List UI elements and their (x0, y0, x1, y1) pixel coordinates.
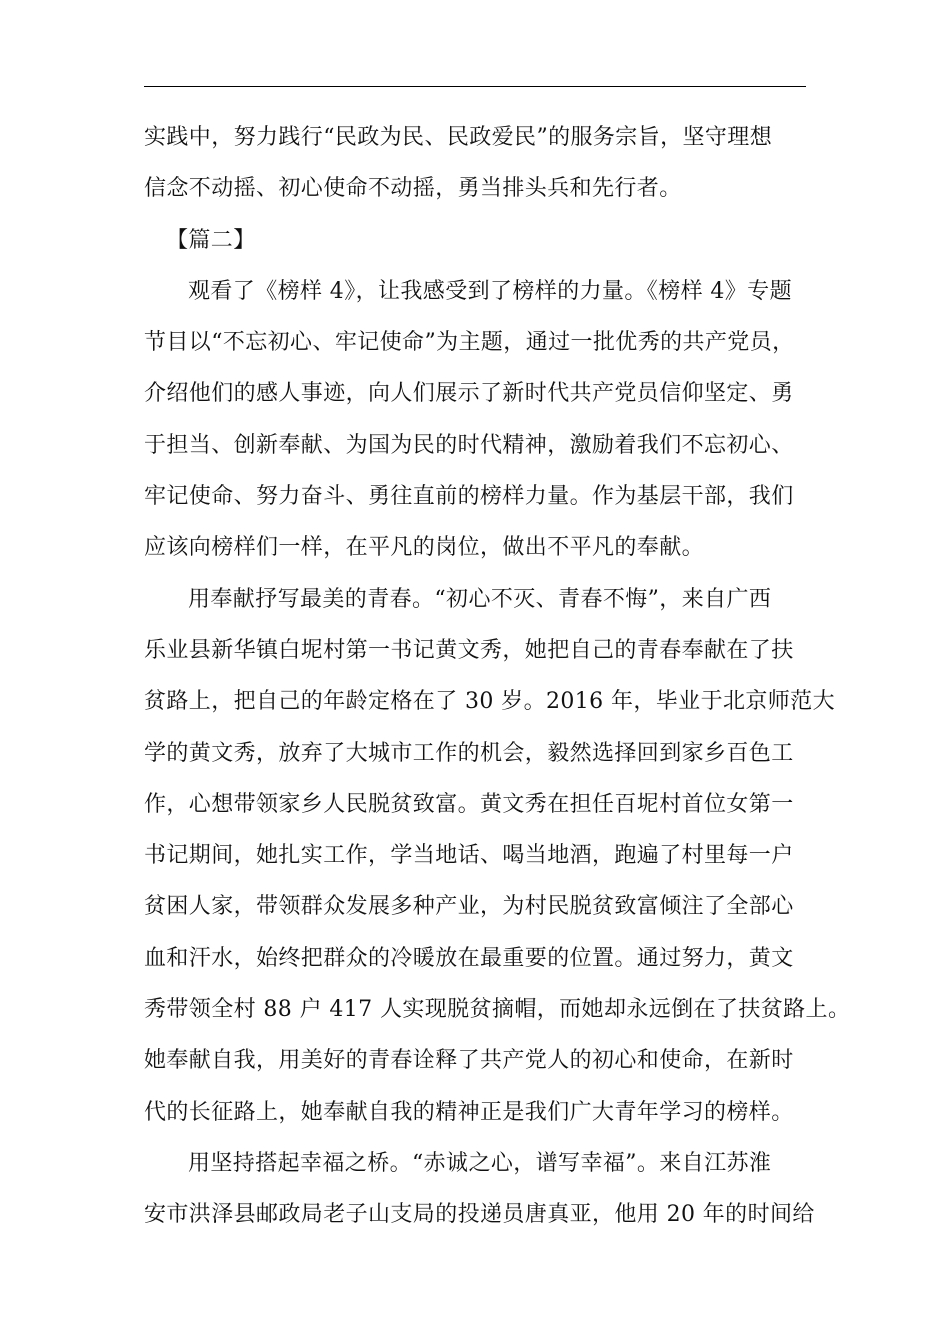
text-line: 牢记使命、努力奋斗、勇往直前的榜样力量。作为基层干部，我们 (144, 484, 794, 510)
text-line: 信念不动摇、初心使命不动摇，勇当排头兵和先行者。 (144, 176, 682, 202)
paragraph-first-line: 观看了《榜样 4》，让我感受到了榜样的力量。《榜样 4》专题 (188, 278, 792, 304)
text-line: 乐业县新华镇白坭村第一书记黄文秀，她把自己的青春奉献在了扶 (144, 637, 794, 663)
paragraph-first-line: 用坚持搭起幸福之桥。“赤诚之心，谱写幸福”。来自江苏淮 (188, 1150, 772, 1176)
paragraph-first-line: 用奉献抒写最美的青春。“初心不灭、青春不悔”，来自广西 (188, 586, 772, 612)
text-line: 作，心想带领家乡人民脱贫致富。黄文秀在担任百坭村首位女第一 (144, 791, 794, 817)
text-line: 她奉献自我，用美好的青春诠释了共产党人的初心和使命，在新时 (144, 1048, 794, 1074)
text-line: 书记期间，她扎实工作，学当地话、喝当地酒，跑遍了村里每一户 (144, 843, 794, 869)
text-line: 秀带领全村 88 户 417 人实现脱贫摘帽，而她却永远倒在了扶贫路上。 (144, 997, 851, 1023)
header-rule (144, 86, 806, 87)
text-line: 贫路上，把自己的年龄定格在了 30 岁。2016 年，毕业于北京师范大 (144, 689, 835, 715)
text-line: 贫困人家，带领群众发展多种产业，为村民脱贫致富倾注了全部心 (144, 894, 794, 920)
document-body (144, 112, 851, 1241)
text-line: 代的长征路上，她奉献自我的精神正是我们广大青年学习的榜样。 (144, 1099, 794, 1125)
text-line: 安市洪泽县邮政局老子山支局的投递员唐真亚，他用 20 年的时间给 (144, 1202, 815, 1228)
text-line: 节目以“不忘初心、牢记使命”为主题，通过一批优秀的共产党员， (144, 330, 795, 356)
text-line: 实践中，努力践行“民政为民、民政爱民”的服务宗旨，坚守理想 (144, 125, 773, 150)
text-line: 学的黄文秀，放弃了大城市工作的机会，毅然选择回到家乡百色工 (144, 740, 794, 766)
text-line: 于担当、创新奉献、为国为民的时代精神，激励着我们不忘初心、 (144, 432, 794, 458)
text-line: 介绍他们的感人事迹，向人们展示了新时代共产党员信仰坚定、勇 (144, 381, 794, 407)
text-line: 血和汗水，始终把群众的冷暖放在最重要的位置。通过努力，黄文 (144, 945, 794, 971)
section-heading: 【篇二】 (166, 227, 256, 253)
text-line: 应该向榜样们一样，在平凡的岗位，做出不平凡的奉献。 (144, 535, 705, 561)
